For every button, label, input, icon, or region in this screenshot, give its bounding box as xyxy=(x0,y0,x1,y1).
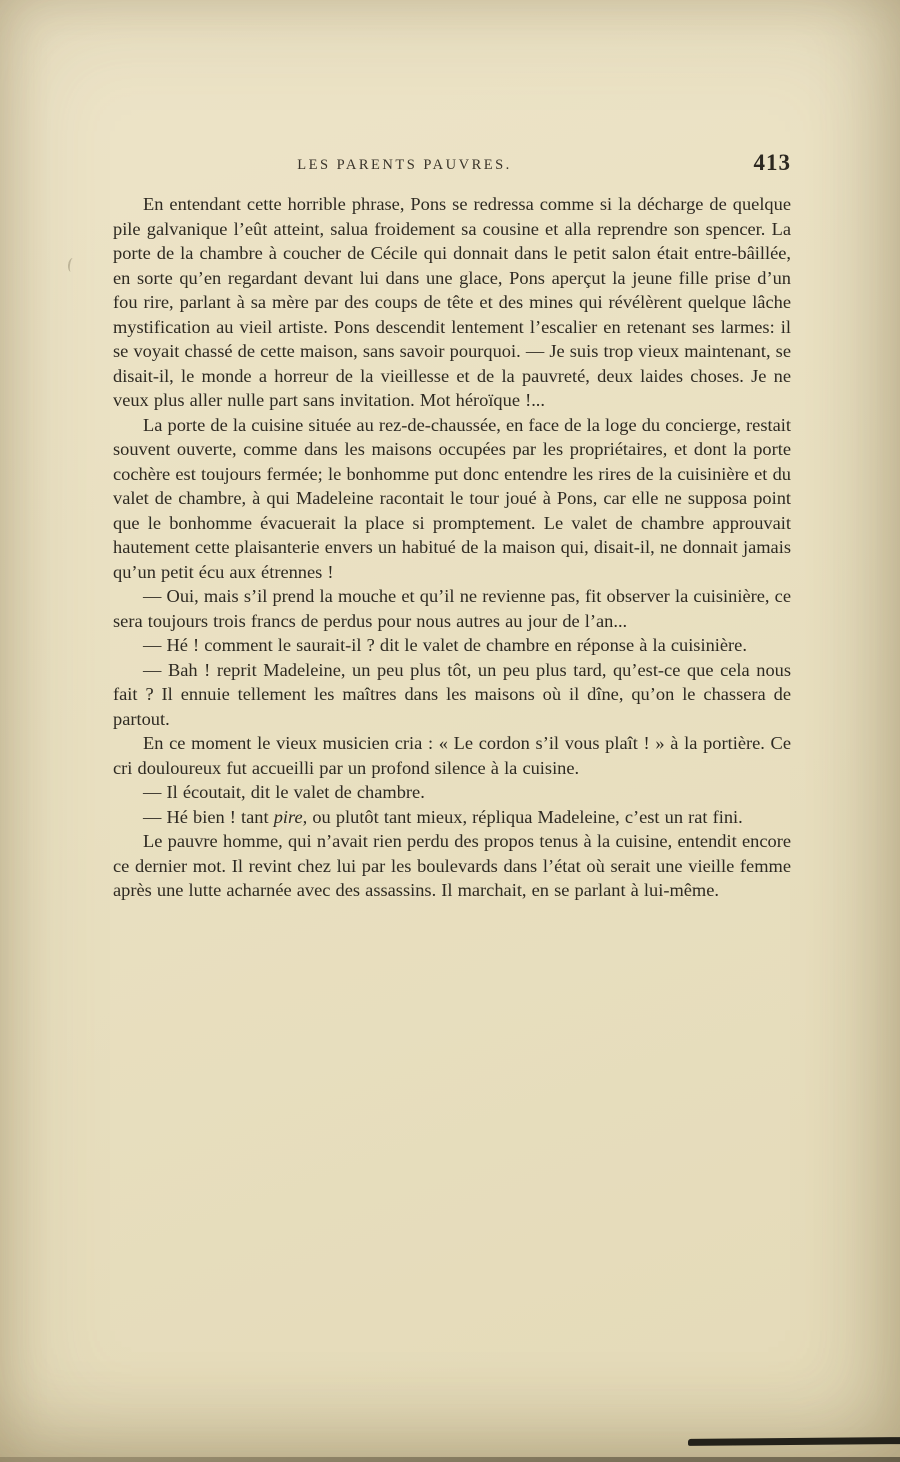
page-number: 413 xyxy=(753,150,791,175)
paragraph xyxy=(113,413,791,585)
paragraph-text: ou plutôt tant mieux, répliqua Madeleine, c’est un rat fini. xyxy=(307,806,743,827)
scan-artifact-bottom-edge xyxy=(0,1457,900,1462)
running-title: LES PARENTS PAUVRES. xyxy=(297,157,512,173)
paragraph-text: — Hé bien ! tant xyxy=(143,806,274,827)
paragraph xyxy=(113,658,791,732)
scan-artifact-speck xyxy=(67,258,77,273)
paragraph xyxy=(113,805,791,830)
italic-text: pire, xyxy=(273,806,308,827)
paragraph-text: Le pauvre homme, qui n’avait rien perdu des propos tenus à la cuisine, entendit encore ce dernier mot. Il revint chez lui par les boulevards dans l’état où serait une vieille femme après une lutte acharnée avec des assassins. Il marchait, en se parlant à lui-même. xyxy=(113,831,791,900)
paragraph-text: — Il écoutait, dit le valet de chambre. xyxy=(143,782,425,802)
text-block xyxy=(113,150,791,903)
paragraph xyxy=(113,633,791,658)
scan-artifact-bottom-streak xyxy=(688,1437,900,1446)
paragraph-text: La porte de la cuisine située au rez-de-chaussée, en face de la loge du concierge, restait souvent ouverte, comme dans les maisons occupées par les propriétaires, et dont la porte cochère est toujours fermée; le bonhomme put donc entendre les rires de la cuisinière et du valet de chambre, à qui Madeleine racontait le tour joué à Pons, car elle ne supposa point que le bonhomme évacuerait la place si promptement. Le valet de chambre approuvait hautement cette plaisanterie envers un habitué de la maison qui, disait-il, ne donnait jamais qu’un petit écu aux étrennes ! xyxy=(113,414,791,582)
paragraph xyxy=(113,192,791,413)
paragraph-text: — Bah ! reprit Madeleine, un peu plus tôt, un peu plus tard, qu’est-ce que cela nous fait ? Il ennuie tellement les maîtres dans les maisons où il dîne, qu’on le chassera de partout. xyxy=(113,659,791,729)
paragraph xyxy=(113,829,791,903)
paragraph-text: — Oui, mais s’il prend la mouche et qu’il ne revienne pas, fit observer la cuisinière, ce sera toujours trois francs de perdus pour nous autres au jour de l’an... xyxy=(113,586,791,631)
paragraph xyxy=(113,780,791,805)
paragraph-text: En ce moment le vieux musicien cria : « Le cordon s’il vous plaît ! » à la portière. Ce cri douloureux fut accueilli par un profond silence à la cuisine. xyxy=(113,733,791,778)
paragraph-text: En entendant cette horrible phrase, Pons se redressa comme si la décharge de quelque pile galvanique l’eût atteint, salua froidement sa cousine et alla reprendre son spencer. La porte de la chambre à coucher de Cécile qui donnait dans le petit salon était entre-bâillée, en sorte qu’en regardant devant lui dans une glace, Pons aperçut la jeune fille prise d’un fou rire, parlant à sa mère par des coups de tête et des mines qui révélèrent quelque lâche mystification au vieil artiste. Pons descendit lentement l’escalier en retenant ses larmes: il se voyait chassé de cette maison, sans savoir pourquoi. — Je suis trop vieux maintenant, se disait-il, le monde a horreur de la vieillesse et de la pauvreté, deux laides choses. Je ne veux plus aller nulle part sans invitation. Mot héroïque !... xyxy=(113,194,791,410)
paragraph xyxy=(113,584,791,633)
paragraph-text: — Hé ! comment le saurait-il ? dit le valet de chambre en réponse à la cuisinière. xyxy=(143,635,747,655)
page-body xyxy=(113,192,791,903)
paragraph xyxy=(113,731,791,780)
page-header xyxy=(113,150,791,180)
